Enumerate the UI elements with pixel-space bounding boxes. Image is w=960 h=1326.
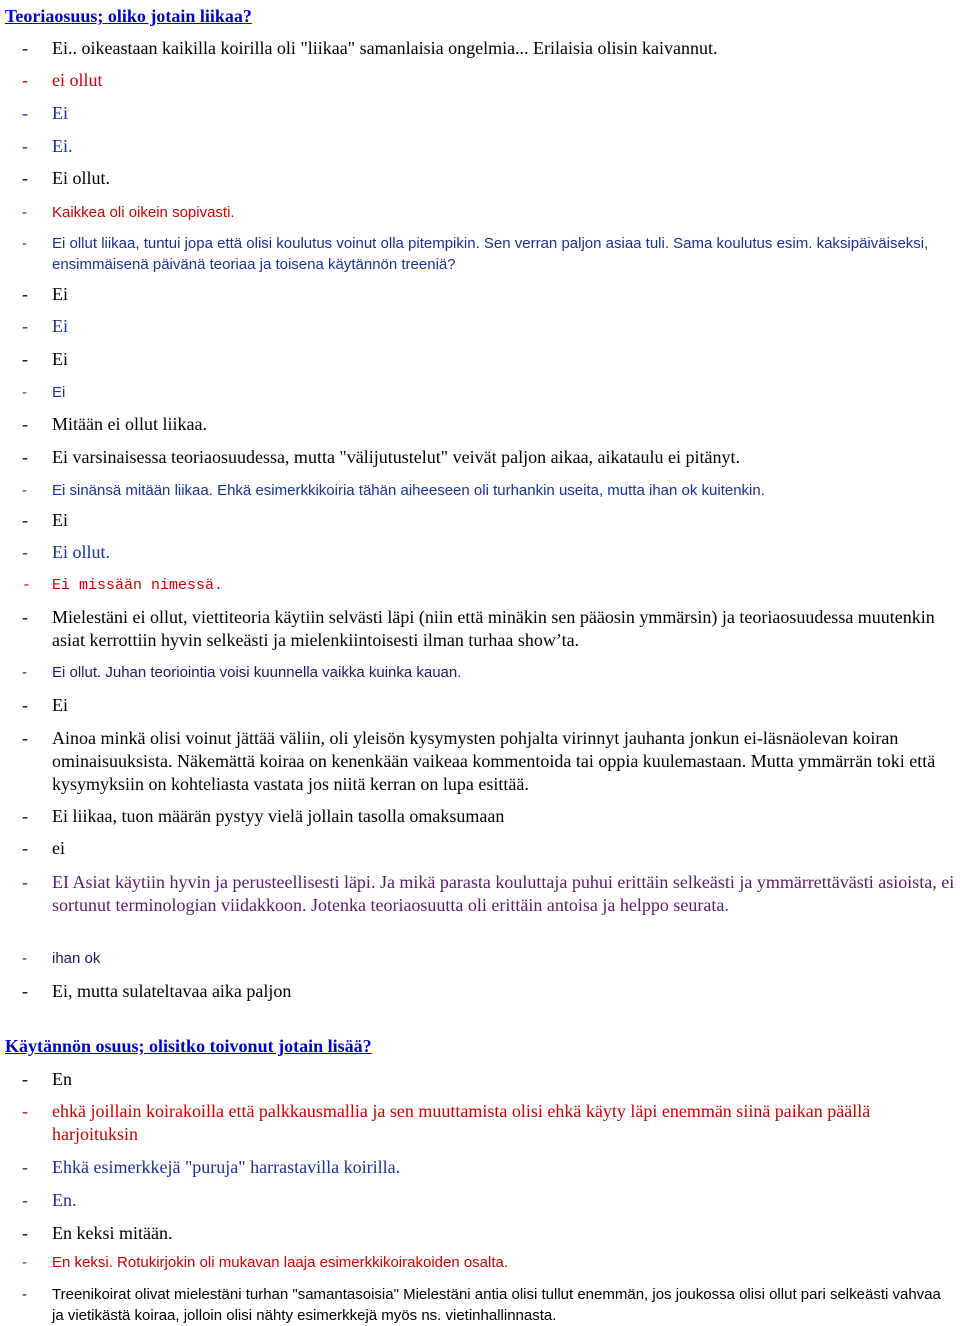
list-dash: - bbox=[22, 204, 27, 221]
answer-item bbox=[22, 283, 956, 306]
list-dash: - bbox=[22, 806, 28, 826]
answer-text: Ehkä esimerkkejä "puruja" harrastavilla koirilla. bbox=[52, 1157, 401, 1177]
list-dash: - bbox=[22, 695, 28, 715]
answer-text: Ei varsinaisessa teoriaosuudessa, mutta "välijutustelut" veivät paljon aikaa, aikataulu ei pitänyt. bbox=[52, 447, 741, 467]
answer-item bbox=[22, 509, 956, 532]
answer-item bbox=[22, 1284, 956, 1326]
answer-item bbox=[22, 871, 956, 917]
answer-text: Ei bbox=[52, 384, 66, 401]
answer-text: Ainoa minkä olisi voinut jättää väliin, oli yleisön kysymysten pohjalta virinnyt jauhanta jonkun ei-läsnäolevan koiran ominaisuuksista. Näkemättä koiraa on kenenkään vaikeaa kommentoida tai oppia kuulemastaan. Mutta ymmärrän toki että kysymyksiin on kohteliasta vastata jos niitä kerran on lupa esittää. bbox=[52, 728, 936, 794]
answer-item bbox=[22, 202, 956, 223]
answer-text: Ei.. oikeastaan kaikilla koirilla oli "liikaa" samanlaisia ongelmia... Erilaisia olisin kaivannut. bbox=[52, 38, 718, 58]
list-dash: - bbox=[22, 384, 27, 401]
answer-item bbox=[22, 1068, 956, 1091]
answer-text: Ei bbox=[52, 695, 68, 715]
list-dash: - bbox=[22, 284, 28, 304]
answer-text: Ei ollut liikaa, tuntui jopa että olisi koulutus voinut olla pitempikin. Sen verran paljon asiaa tuli. Sama koulutus esim. kaksipäiväiseksi, ensimmäisenä päivänä teoriaa ja toisena käytännön treeniä? bbox=[52, 235, 929, 273]
answer-text: ihan ok bbox=[52, 950, 101, 967]
section-heading[interactable]: Käytännön osuus; olisitko toivonut jotain lisää? bbox=[5, 1036, 372, 1056]
list-dash: - bbox=[22, 950, 27, 967]
answer-item bbox=[22, 167, 956, 190]
answer-text: Treenikoirat olivat mielestäni turhan "samantasoisia" Mielestäni antia olisi tullut enemmän, jos joukossa olisi ollut pari selkeästi vahvaa ja vietikästä koiraa, jolloin olisi nähty esimerkkejä myös ns. vietinhallinnasta. bbox=[52, 1286, 941, 1324]
answer-text: Mitään ei ollut liikaa. bbox=[52, 414, 207, 434]
answer-item bbox=[22, 446, 956, 469]
answer-text: ei bbox=[52, 838, 65, 858]
list-dash: - bbox=[22, 1190, 28, 1210]
answer-text: Ei. bbox=[52, 136, 73, 156]
answer-item bbox=[22, 69, 956, 92]
list-dash: - bbox=[22, 414, 28, 434]
list-dash: - bbox=[22, 728, 28, 748]
answer-item bbox=[22, 948, 956, 969]
answer-text: Ei bbox=[52, 316, 68, 336]
list-dash: - bbox=[22, 607, 28, 627]
answer-item bbox=[22, 1100, 956, 1146]
answer-item bbox=[22, 315, 956, 338]
answer-item bbox=[22, 1156, 956, 1179]
list-dash: - bbox=[22, 235, 27, 252]
list-dash: - bbox=[22, 168, 28, 188]
answer-item bbox=[22, 837, 956, 860]
answer-text: En. bbox=[52, 1190, 77, 1210]
answer-text: EI Asiat käytiin hyvin ja perusteellisesti läpi. Ja mikä parasta kouluttaja puhui erittäin selkeästi ja ymmärrettävästi asioista, ei sortunut terminologian viidakkoon. Jotenka teoriaosuutta oli erittäin antoisa ja helppo seurata. bbox=[52, 872, 955, 915]
list-dash: - bbox=[22, 1223, 28, 1243]
answer-item bbox=[22, 1252, 956, 1273]
answer-item bbox=[22, 480, 956, 501]
list-dash: - bbox=[22, 103, 28, 123]
answer-text: Mielestäni ei ollut, viettiteoria käytiin selvästi läpi (niin että minäkin sen pääosin ymmärsin) ja teoriaosuudessa muutenkin asiat kerrottiin hyvin selkeästi ja mielenkiintoisesti ilman turhaa show’ta. bbox=[52, 607, 935, 650]
answer-text: Ei ollut. bbox=[52, 168, 110, 188]
answer-text: En bbox=[52, 1069, 72, 1089]
answer-text: Ei bbox=[52, 349, 68, 369]
list-dash: - bbox=[22, 38, 28, 58]
answer-text: Ei sinänsä mitään liikaa. Ehkä esimerkkikoiria tähän aiheeseen oli turhankin useita, mutta ihan ok kuitenkin. bbox=[52, 482, 765, 499]
answer-item bbox=[22, 606, 956, 652]
answer-item bbox=[22, 541, 956, 564]
answer-text: En keksi. Rotukirjokin oli mukavan laaja esimerkkikoirakoiden osalta. bbox=[52, 1254, 509, 1271]
list-dash: - bbox=[22, 1254, 27, 1271]
answer-item bbox=[22, 805, 956, 828]
answer-item bbox=[22, 1189, 956, 1212]
answer-text: ei ollut bbox=[52, 70, 103, 90]
answer-text: Ei bbox=[52, 510, 68, 530]
answer-item bbox=[22, 348, 956, 371]
answer-item bbox=[22, 662, 956, 683]
list-dash: - bbox=[22, 577, 32, 594]
list-dash: - bbox=[22, 542, 28, 562]
list-dash: - bbox=[22, 136, 28, 156]
answer-item bbox=[22, 694, 956, 717]
answer-text: En keksi mitään. bbox=[52, 1223, 173, 1243]
answer-text: Ei, mutta sulateltavaa aika paljon bbox=[52, 981, 292, 1001]
answer-text: Ei missään nimessä. bbox=[52, 577, 224, 594]
section-heading[interactable]: Teoriaosuus; oliko jotain liikaa? bbox=[5, 6, 252, 26]
list-dash: - bbox=[22, 447, 28, 467]
answer-item bbox=[22, 727, 956, 796]
list-dash: - bbox=[22, 349, 28, 369]
answer-item bbox=[22, 574, 956, 597]
answer-item bbox=[22, 413, 956, 436]
list-dash: - bbox=[22, 981, 28, 1001]
answer-text: Ei liikaa, tuon määrän pystyy vielä jollain tasolla omaksumaan bbox=[52, 806, 505, 826]
answer-text: Ei ollut. bbox=[52, 542, 110, 562]
answer-text: Kaikkea oli oikein sopivasti. bbox=[52, 204, 235, 221]
answer-text: Ei ollut. Juhan teoriointia voisi kuunnella vaikka kuinka kauan. bbox=[52, 664, 462, 681]
answer-text: Ei bbox=[52, 103, 68, 123]
answer-item bbox=[22, 980, 956, 1003]
list-dash: - bbox=[22, 510, 28, 530]
list-dash: - bbox=[22, 838, 28, 858]
answer-text: Ei bbox=[52, 284, 68, 304]
answer-text: ehkä joillain koirakoilla että palkkausmallia ja sen muuttamista olisi ehkä käyty läpi enemmän siinä paikan päällä harjoituksin bbox=[52, 1101, 871, 1144]
list-dash: - bbox=[22, 482, 27, 499]
answer-item bbox=[22, 382, 956, 403]
list-dash: - bbox=[22, 70, 28, 90]
answer-item bbox=[22, 1222, 956, 1245]
list-dash: - bbox=[22, 664, 27, 681]
list-dash: - bbox=[22, 1101, 28, 1121]
list-dash: - bbox=[22, 1069, 28, 1089]
list-dash: - bbox=[22, 1286, 27, 1303]
list-dash: - bbox=[22, 316, 28, 336]
answer-item bbox=[22, 102, 956, 125]
answer-item bbox=[22, 233, 956, 275]
answer-item bbox=[22, 135, 956, 158]
list-dash: - bbox=[22, 872, 28, 892]
answer-item bbox=[22, 37, 956, 60]
list-dash: - bbox=[22, 1157, 28, 1177]
